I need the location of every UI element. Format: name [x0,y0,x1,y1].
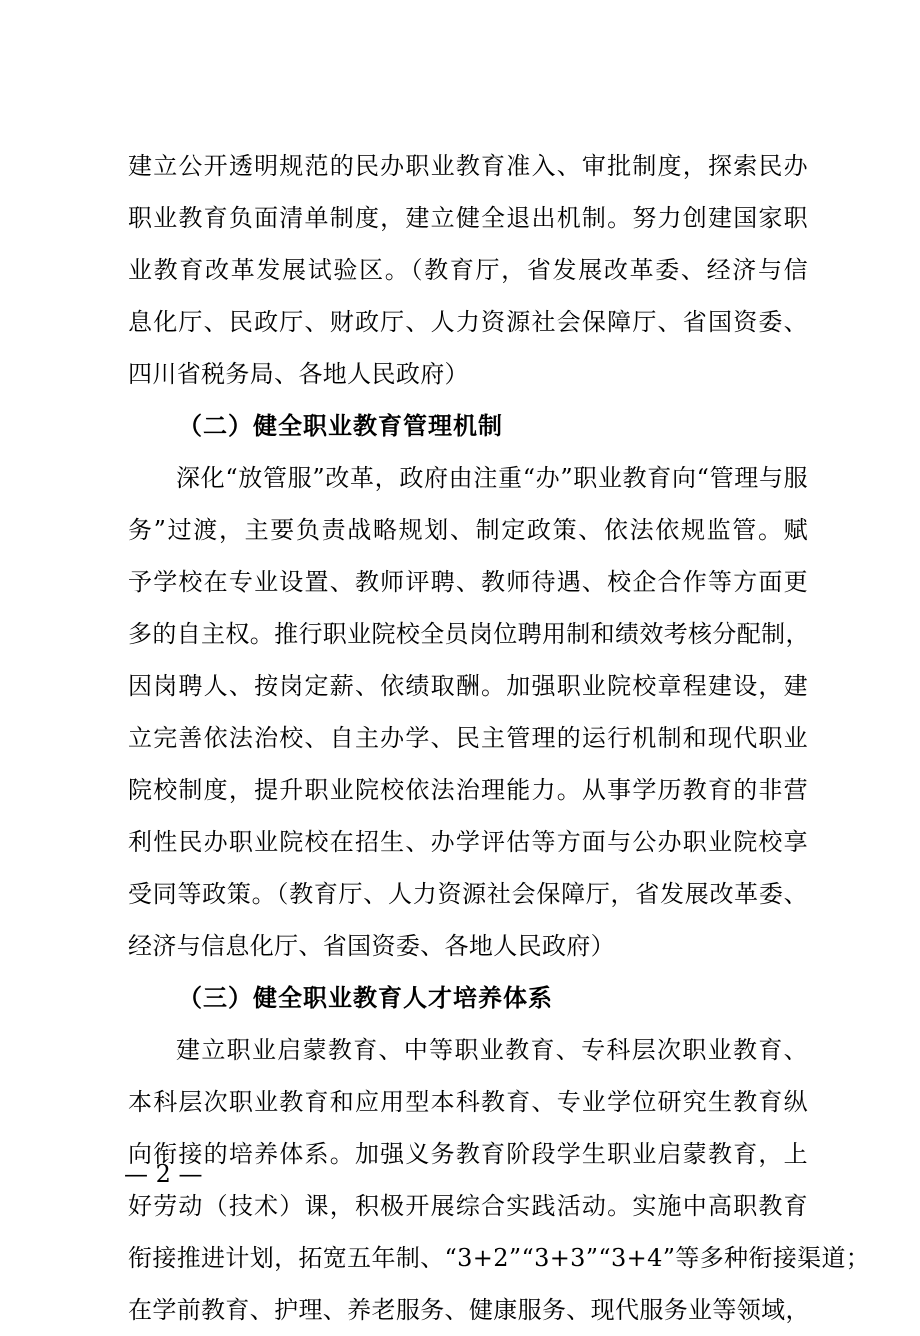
paragraph-line: 业教育改革发展试验区。（教育厅，省发展改革委、经济与信 [128,256,808,284]
paragraph-line: 深化“放管服”改革，政府由注重“办”职业教育向“管理与服 [176,464,808,492]
paragraph-line: 职业教育负面清单制度，建立健全退出机制。努力创建国家职 [128,204,808,232]
paragraph-line: 予学校在专业设置、教师评聘、教师待遇、校企合作等方面更 [128,568,808,596]
paragraph-line: 建立职业启蒙教育、中等职业教育、专科层次职业教育、 [176,1036,808,1064]
paragraph-line: 向衔接的培养体系。加强义务教育阶段学生职业启蒙教育，上 [128,1140,808,1168]
paragraph-line: 四川省税务局、各地人民政府） [128,360,469,388]
paragraph-line: 务”过渡，主要负责战略规划、制定政策、依法依规监管。赋 [128,516,808,544]
paragraph-line: 衔接推进计划，拓宽五年制、“3+2”“3+3”“3+4”等多种衔接渠道； [128,1244,871,1272]
paragraph-line: 因岗聘人、按岗定薪、依绩取酬。加强职业院校章程建设，建 [128,672,808,700]
paragraph-line: 本科层次职业教育和应用型本科教育、专业学位研究生教育纵 [128,1088,808,1116]
paragraph-line: 息化厅、民政厅、财政厅、人力资源社会保障厅、省国资委、 [128,308,808,336]
paragraph-line: 利性民办职业院校在招生、办学评估等方面与公办职业院校享 [128,828,808,856]
section-heading: （二）健全职业教育管理机制 [178,411,503,440]
paragraph-line: 受同等政策。（教育厅、人力资源社会保障厅，省发展改革委、 [128,880,808,908]
section-heading: （三）健全职业教育人才培养体系 [178,983,553,1012]
paragraph-line: 好劳动（技术）课，积极开展综合实践活动。实施中高职教育 [128,1192,808,1220]
paragraph-line: 经济与信息化厅、省国资委、各地人民政府） [128,932,615,960]
paragraph-line: 多的自主权。推行职业院校全员岗位聘用制和绩效考核分配制， [128,620,810,648]
page-number: — 2 — [124,1160,203,1188]
paragraph-line: 立完善依法治校、自主办学、民主管理的运行机制和现代职业 [128,724,808,752]
paragraph-line: 建立公开透明规范的民办职业教育准入、审批制度，探索民办 [128,152,808,180]
body-text [128,140,871,1336]
paragraph-line: 院校制度，提升职业院校依法治理能力。从事学历教育的非营 [128,776,808,804]
paragraph-line: 在学前教育、护理、养老服务、健康服务、现代服务业等领域， [128,1296,810,1324]
